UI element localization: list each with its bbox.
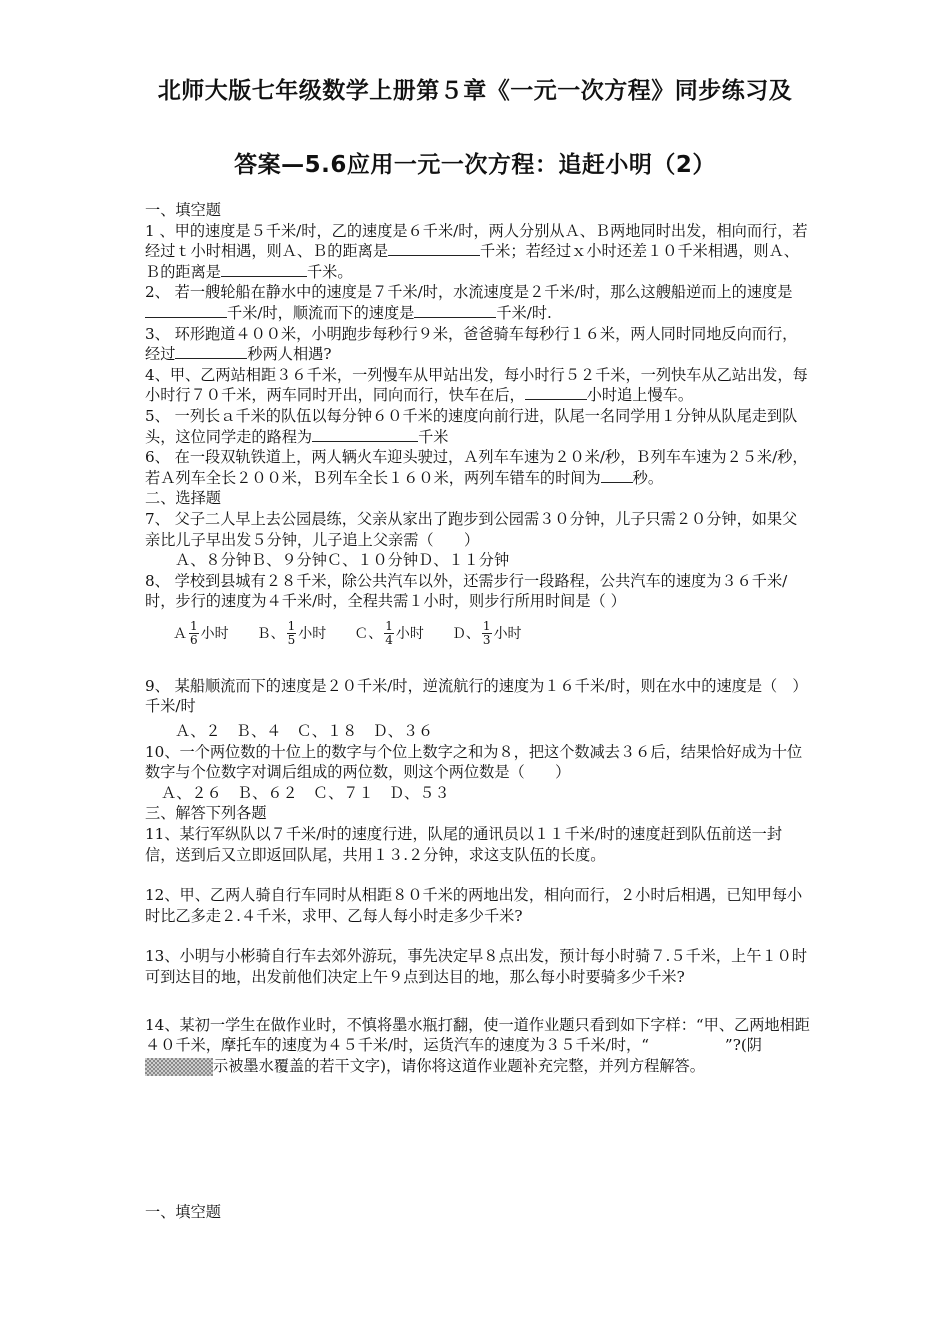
q8-option: [354, 620, 424, 647]
answer-blank: [221, 262, 307, 277]
question-2: 2、 若一艘轮船在静水中的速度是７千米/时，水流速度是２千米/时，那么这艘船逆而上的速度是千米/时，顺流而下的速度是 千米/时.: [145, 283, 793, 322]
denominator: 5: [287, 633, 296, 648]
denominator: 4: [385, 633, 393, 648]
question-8-options: [145, 612, 810, 656]
denominator: 6: [190, 633, 198, 648]
question-12: 12、甲、乙两人骑自行车同时从相距８０千米的两地出发，相向而行，２小时后相遇，已知甲每小时比乙多走２.４千米，求甲、乙每人每小时走多少千米?: [145, 886, 803, 925]
answer-blank: [601, 468, 633, 483]
section-heading-fill-blank: 一、填空题: [145, 201, 221, 219]
numerator: 1: [190, 619, 198, 634]
answer-blank: [525, 385, 587, 400]
question-14: 14、某初一学生在做作业时，不慎将墨水瓶打翻，使一道作业题只看到如下字样：“甲、乙两地相距４０千米，摩托车的速度为４５千米/时，运货汽车的速度为３５千米/时，“ ”?(阴示被墨水覆盖的若干文字)，请你将这道作业题补充完整，并列方程解答。: [145, 1015, 810, 1075]
question-3: 3、 环形跑道４００米，小明跑步每秒行９米，爸爸骑车每秒行１６米，两人同时同地反向而行，经过 秒两人相遇?: [145, 324, 798, 364]
section-heading-fill-blank-answers: 一、填空题: [145, 1203, 221, 1221]
spacer: [145, 865, 810, 885]
numerator: 1: [385, 619, 393, 634]
option-label: Ｂ、: [256, 625, 285, 642]
spacer: [145, 926, 810, 946]
ink-blot-shading: [145, 1058, 213, 1076]
denominator: 3: [482, 633, 491, 648]
option-unit: 小时: [493, 625, 522, 642]
q8-option: [173, 620, 229, 647]
question-8: 8、 学校到县城有２８千米，除公共汽车以外，还需步行一段路程，公共汽车的速度为３６千米/时，步行的速度为４千米/时，全程共需１小时，则步行所用时间是（ ）: [145, 571, 788, 611]
question-10: 10、一个两位数的十位上的数字与个位上数字之和为８，把这个数减去３６后，结果恰好成为十位数字与个位数字对调后组成的两位数，则这个两位数是（ ）: [145, 742, 803, 782]
question-9-options: Ａ、２ Ｂ、４ Ｃ、１８ Ｄ、３６: [175, 722, 434, 741]
numerator: 1: [287, 619, 296, 634]
question-4: 4、甲、乙两站相距３６千米，一列慢车从甲站出发，每小时行５２千米，一列快车从乙站出发，每小时行７０千米，两车同时开出，同向而行，快车在后， 小时追上慢车。: [145, 365, 808, 405]
question-10-options: Ａ、２６ Ｂ、６２ Ｃ、７１ Ｄ、５３: [161, 783, 450, 802]
answer-blank: [388, 241, 480, 256]
option-label: Ｃ、: [354, 625, 383, 642]
q8-option: [257, 620, 327, 647]
fraction: [189, 620, 199, 647]
question-7: 7、 父子二人早上去公园晨练，父亲从家出了跑步到公园需３０分钟，儿子只需２０分钟，如果父亲比儿子早出发５分钟，儿子追上父亲需（ ）: [145, 509, 798, 549]
question-5: 5、 一列长ａ千米的队伍以每分钟６０千米的速度向前行进，队尾一名同学用１分钟从队尾走到队头，这位同学走的路程为 千米: [145, 406, 798, 446]
answer-blank: [175, 344, 247, 359]
spacer: [145, 656, 810, 676]
option-label: Ｄ、: [451, 625, 480, 642]
fraction: [287, 620, 297, 647]
option-unit: 小时: [200, 625, 229, 642]
fraction: [384, 620, 394, 647]
option-label: Ａ: [173, 625, 187, 642]
option-unit: 小时: [395, 625, 424, 642]
question-6: 6、 在一段双轨铁道上，两人辆火车迎头驶过，Ａ列车车速为２０米/秒，Ｂ列车车速为２５米/秒，若Ａ列车全长２００米，Ｂ列车全长１６０米，两列车错车的时间为 秒。: [145, 448, 808, 487]
answer-blank: [414, 303, 496, 318]
page-title-line1: 北师大版七年级数学上册第５章《一元一次方程》同步练习及: [157, 78, 793, 104]
document-body: [145, 200, 810, 1076]
fraction: [482, 620, 492, 647]
question-11: 11、某行军纵队以７千米/时的速度行进，队尾的通讯员以１１千米/时的速度赶到队伍前送一封信，送到后又立即返回队尾，共用１３.２分钟，求这支队伍的长度。: [145, 825, 783, 864]
section-heading-solve: 三、解答下列各题: [145, 804, 267, 823]
option-unit: 小时: [298, 625, 327, 642]
question-13: 13、小明与小彬骑自行车去郊外游玩，事先决定早８点出发，预计每小时骑７.５千米，上午１０时可到达目的地，出发前他们决定上午９点到达目的地，那么每小时要骑多少千米?: [145, 947, 808, 986]
q8-option: [452, 620, 522, 647]
numerator: 1: [482, 619, 491, 634]
question-9: 9、 某船顺流而下的速度是２０千米/时，逆流航行的速度为１６千米/时，则在水中的速度是（ ）千米/时: [145, 676, 808, 716]
page-title-line2: 答案—5.6应用一元一次方程：追赶小明（2）: [234, 152, 716, 178]
answer-blank: [312, 427, 418, 442]
answer-blank: [145, 303, 227, 318]
section-heading-choice: 二、选择题: [145, 489, 221, 508]
question-1: 1 、甲的速度是５千米/时，乙的速度是６千米/时，两人分别从Ａ、Ｂ两地同时出发，相向而行，若经过ｔ小时相遇，则Ａ、Ｂ的距离是 千米；若经过ｘ小时还差１０千米相遇，则Ａ、Ｂ的距离是 千米。: [145, 221, 808, 281]
spacer: [145, 988, 810, 1015]
question-7-options: Ａ、８分钟Ｂ、９分钟Ｃ、１０分钟Ｄ、１１分钟: [175, 551, 510, 570]
